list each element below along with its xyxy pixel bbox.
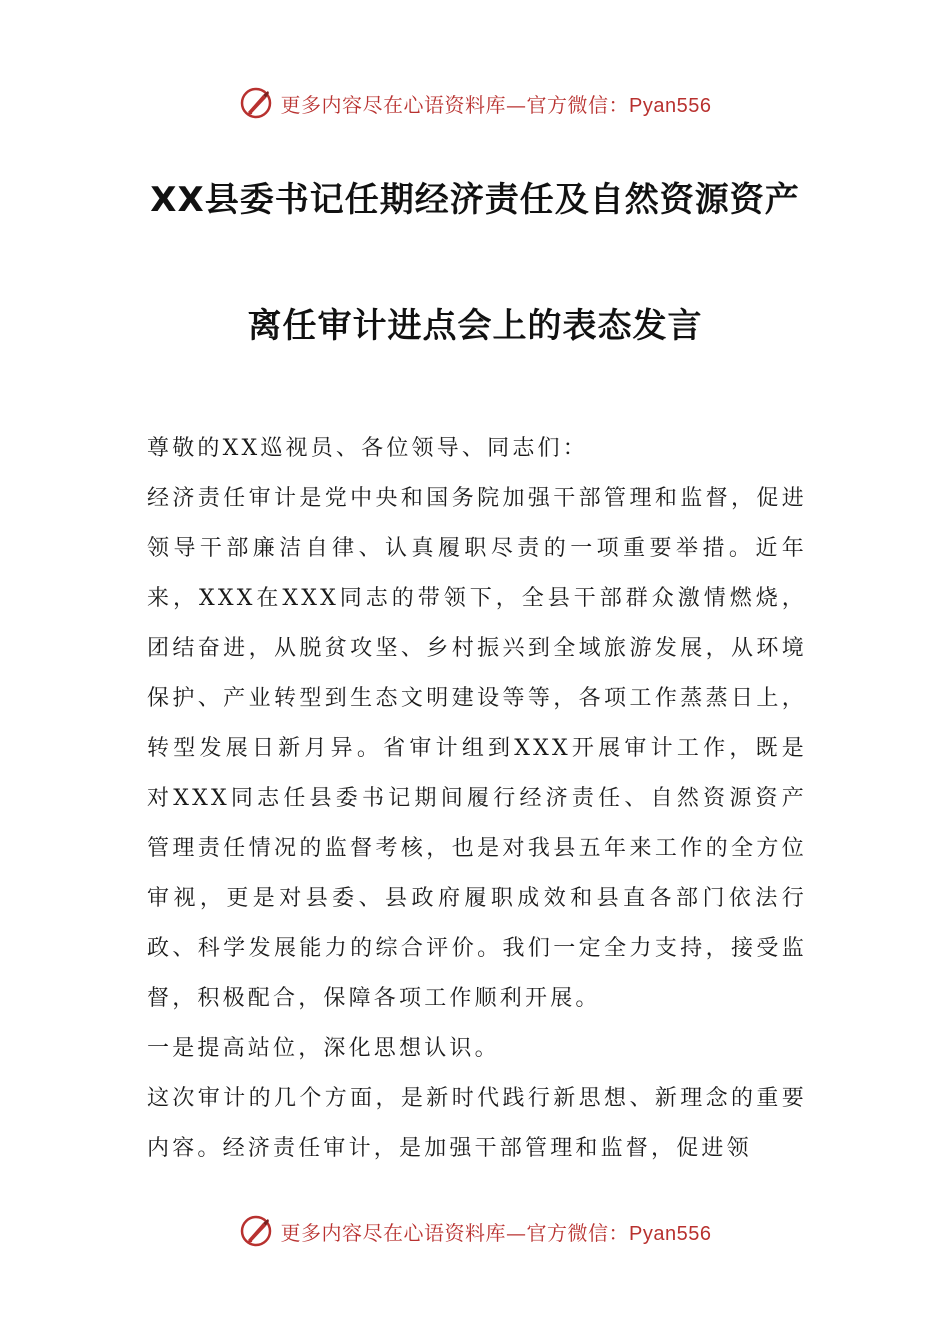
watermark-text: 更多内容尽在心语资料库—官方微信：Pyan556	[280, 92, 712, 117]
watermark-text: 更多内容尽在心语资料库—官方微信：Pyan556	[280, 1220, 712, 1245]
quill-logo-icon	[239, 1214, 273, 1248]
body-paragraph: 经济责任审计是党中央和国务院加强干部管理和监督，促进领导干部廉洁自律、认真履职尽责的一项重要举措。近年来，XXX在XXX同志的带领下，全县干部群众激情燃烧，团结奋进，从脱贫攻坚、乡村振兴到全域旅游发展，从环境保护、产业转型到生态文明建设等等，各项工作蒸蒸日上，转型发展日新月异。省审计组到XXX开展审计工作，既是对XXX同志任县委书记期间履行经济责任、自然资源资产管理责任情况的监督考核，也是对我县五年来工作的全方位审视，更是对县委、县政府履职成效和县直各部门依法行政、科学发展能力的综合评价。我们一定全力支持，接受监督，积极配合，保障各项工作顺利开展。	[147, 486, 807, 1011]
document-body	[147, 424, 807, 1174]
header-watermark-banner	[0, 80, 950, 126]
salutation: 尊敬的XX巡视员、各位领导、同志们：	[147, 436, 588, 461]
body-paragraph: 这次审计的几个方面，是新时代践行新思想、新理念的重要内容。经济责任审计，是加强干部管理和监督，促进领	[147, 1086, 807, 1161]
footer-watermark-banner	[0, 1208, 950, 1254]
document-title-line-1: XX县委书记任期经济责任及自然资源资产	[150, 180, 800, 220]
wechat-id: Pyan556	[629, 1222, 712, 1245]
wechat-id: Pyan556	[629, 94, 712, 117]
document-title-line-2: 离任审计进点会上的表态发言	[247, 306, 703, 346]
section-heading: 一是提高站位，深化思想认识。	[147, 1036, 500, 1061]
quill-logo-icon	[239, 86, 273, 120]
